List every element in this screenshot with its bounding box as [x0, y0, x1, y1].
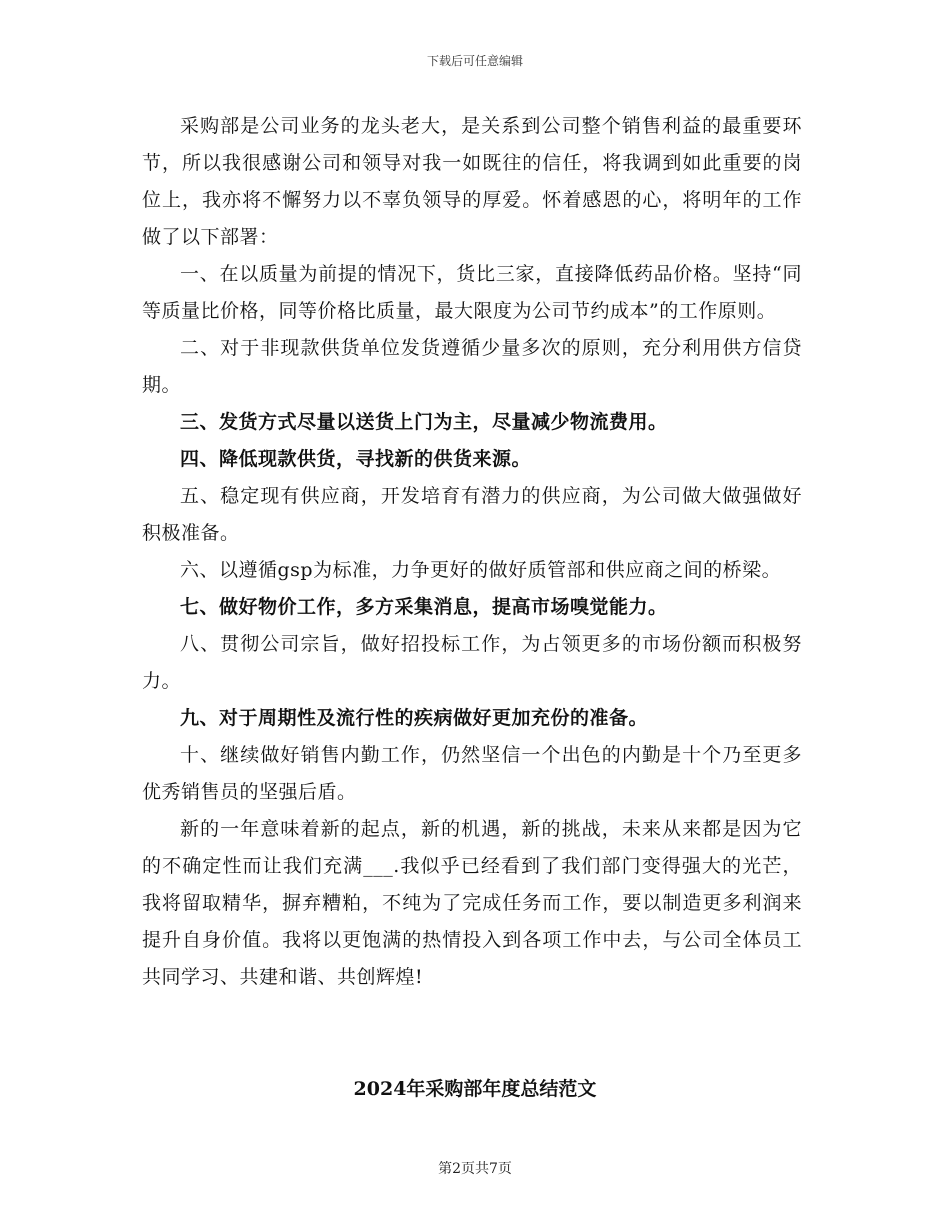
page-header-note: 下载后可任意编辑 — [426, 54, 523, 68]
paragraph-item-5: 五、稳定现有供应商，开发培育有潜力的供应商，为公司做大做强做好积极准备。 — [142, 485, 802, 544]
paragraph-conclusion: 新的一年意味着新的起点，新的机遇，新的挑战，未来从来都是因为它的不确定性而让我们充满___.我似乎已经看到了我们部门变得强大的光芒，我将留取精华，摒弃糟粕，不纯为了完成任务而工作，要以制造更多利润来提升自身价值。我将以更饱满的热情投入到各项工作中去，与公司全体员工共同学习、共建和谐、共创辉煌! — [142, 818, 802, 988]
page-number: 第2页共7页 — [438, 1161, 512, 1177]
next-section-title: 2024年采购部年度总结范文 — [353, 1078, 597, 1100]
paragraph-item-8: 八、贯彻公司宗旨，做好招投标工作，为占领更多的市场份额而积极努力。 — [142, 633, 802, 692]
paragraph-item-6: 六、以遵循gsp为标准，力争更好的做好质管部和供应商之间的桥梁。 — [180, 559, 782, 581]
paragraph-item-2: 二、对于非现款供货单位发货遵循少量多次的原则，充分利用供方信贷期。 — [142, 337, 802, 396]
paragraph-item-10: 十、继续做好销售内勤工作，仍然坚信一个出色的内勤是十个乃至更多优秀销售员的坚强后盾。 — [142, 744, 802, 803]
paragraph-item-4: 四、降低现款供货，寻找新的供货来源。 — [180, 448, 532, 470]
paragraph-item-3: 三、发货方式尽量以送货上门为主，尽量减少物流费用。 — [180, 411, 668, 433]
paragraph-intro: 采购部是公司业务的龙头老大，是关系到公司整个销售利益的最重要环节，所以我很感谢公司和领导对我一如既往的信任，将我调到如此重要的岗位上，我亦将不懈努力以不辜负领导的厚爱。怀着感恩的心，将明年的工作做了以下部署： — [142, 115, 802, 248]
paragraph-item-9: 九、对于周期性及流行性的疾病做好更加充份的准备。 — [180, 707, 649, 729]
paragraph-item-1: 一、在以质量为前提的情况下，货比三家，直接降低药品价格。坚持“同等质量比价格，同等价格比质量，最大限度为公司节约成本”的工作原则。 — [142, 263, 802, 322]
document-body — [142, 108, 802, 996]
paragraph-item-7: 七、做好物价工作，多方采集消息，提高市场嗅觉能力。 — [180, 596, 668, 618]
